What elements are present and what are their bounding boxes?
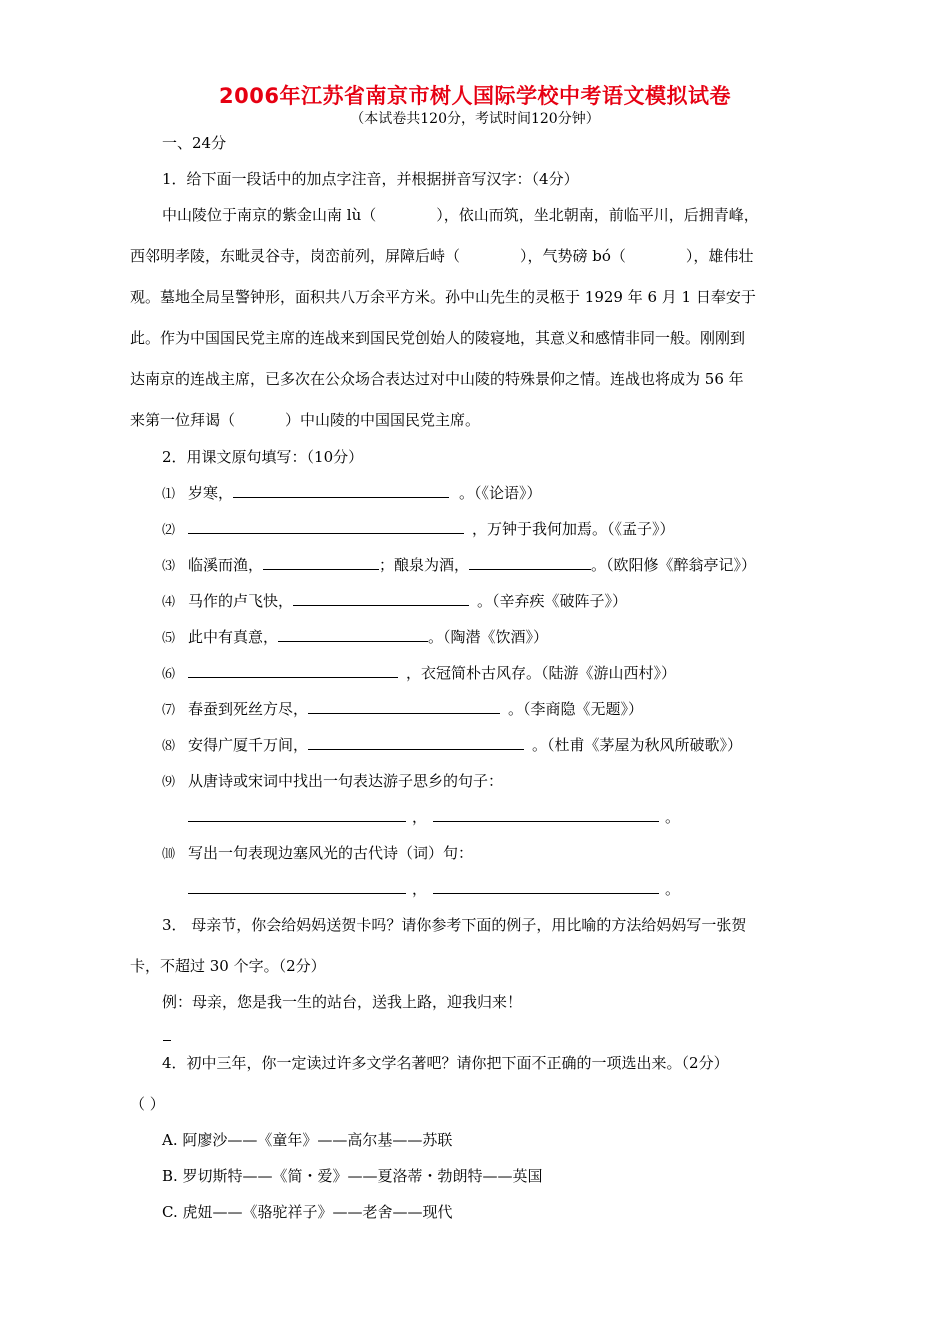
punctuation: ，: [412, 808, 428, 826]
q1-paragraph-line: [130, 410, 830, 430]
q3-example: 例：母亲，您是我一生的站台，送我上路，迎我归来！: [162, 993, 523, 1011]
q1-text: ），依山而筑，坐北朝南，前临平川，后拥青峰，: [436, 206, 759, 224]
item-source: ，衣冠简朴古风存。（陆游《游山西村》）: [406, 664, 677, 682]
q1-paragraph-line: 达南京的连战主席，已多次在公众场合表达过对中山陵的特殊景仰之情。连战也将成为 56 年: [130, 370, 744, 388]
fill-blank[interactable]: [263, 555, 379, 570]
punctuation: 。: [665, 880, 681, 898]
q2-item: [162, 843, 862, 865]
item-source: ，万钟于我何加焉。（《孟子》）: [472, 520, 675, 538]
item-text: ；酿泉为酒，: [379, 556, 470, 574]
q1-text: 来第一位拜谒（: [130, 411, 236, 429]
item-text: 马作的卢飞快，: [188, 592, 294, 610]
fill-blank[interactable]: [278, 627, 428, 642]
item-number: ⑽: [162, 847, 176, 862]
q2-item: [162, 771, 862, 793]
page-subtitle: （本试卷共120分，考试时间120分钟）: [350, 111, 600, 127]
q1-text: ），气势磅 bó（: [520, 247, 626, 265]
q4-answer-paren[interactable]: （ ）: [130, 1095, 165, 1113]
q2-item: [162, 483, 862, 505]
page-title: 2006年江苏省南京市树人国际学校中考语文模拟试卷: [219, 84, 731, 108]
section-heading: 一、24分: [162, 134, 227, 152]
fill-blank[interactable]: [308, 699, 500, 714]
item-source: 。（欧阳修《醉翁亭记》）: [591, 556, 757, 574]
q4-option-b: B. 罗切斯特——《简・爱》——夏洛蒂・勃朗特——英国: [162, 1167, 543, 1185]
item-source: 。（李商隐《无题》）: [508, 700, 644, 718]
q2-item: [162, 591, 862, 613]
fill-blank[interactable]: [188, 663, 398, 678]
item-text: 临溪而渔，: [188, 556, 264, 574]
q1-paragraph-line: [130, 246, 830, 266]
item-number: ⑺: [162, 703, 176, 718]
item-number: ⑻: [162, 739, 176, 754]
q2-item: [162, 663, 862, 685]
item-source: 。（辛弃疾《破阵子》）: [477, 592, 628, 610]
q1-text: 中山陵位于南京的紫金山南 lù（: [162, 206, 377, 224]
q1-text: ），雄伟壮: [685, 247, 754, 265]
item-number: ⑵: [162, 523, 176, 538]
item-source: 。（陶潜《饮酒》）: [428, 628, 549, 646]
q3-prompt: 3． 母亲节，你会给妈妈送贺卡吗？请你参考下面的例子，用比喻的方法给妈妈写一张贺: [162, 916, 747, 934]
item-number: ⑼: [162, 775, 176, 790]
q1-paragraph-line: 此。作为中国国民党主席的连战来到国民党创始人的陵寝地，其意义和感情非同一般。刚刚到: [130, 329, 746, 347]
item-number: ⑶: [162, 559, 176, 574]
item-text: 写出一句表现边塞风光的古代诗（词）句：: [188, 844, 474, 862]
fill-blank[interactable]: [433, 879, 659, 894]
q2-item: [162, 699, 862, 721]
item-text: 此中有真意，: [188, 628, 279, 646]
item-text: 从唐诗或宋词中找出一句表达游子思乡的句子：: [188, 772, 504, 790]
fill-blank[interactable]: [188, 807, 406, 822]
item-source: 。（《论语》）: [459, 484, 542, 502]
item-number: ⑴: [162, 487, 176, 502]
q3-prompt-cont: 卡，不超过 30 个字。（2分）: [130, 957, 326, 975]
item-source: 。（杜甫《茅屋为秋风所破歌》）: [532, 736, 743, 754]
q4-option-a: A. 阿廖沙——《童年》——高尔基——苏联: [162, 1131, 453, 1149]
fill-blank[interactable]: [433, 807, 659, 822]
item-number: ⑸: [162, 631, 176, 646]
fill-blank[interactable]: [188, 519, 464, 534]
item-text: 春蚕到死丝方尽，: [188, 700, 309, 718]
q1-paragraph-line: [162, 205, 862, 225]
q1-text: ）中山陵的中国国民党主席。: [285, 411, 481, 429]
q1-text: 西邻明孝陵，东毗灵谷寺，岗峦前列，屏障后峙（: [130, 247, 461, 265]
q2-answer-line: [188, 879, 888, 899]
fill-blank[interactable]: [293, 591, 469, 606]
item-text: 安得广厦千万间，: [188, 736, 309, 754]
q1-prompt: 1．给下面一段话中的加点字注音，并根据拼音写汉字：（4分）: [162, 170, 579, 188]
q2-answer-line: [188, 807, 888, 827]
item-text: 岁寒，: [188, 484, 234, 502]
q2-item: [162, 627, 862, 649]
q4-prompt: 4．初中三年，你一定读过许多文学名著吧？请你把下面不正确的一项选出来。（2分）: [162, 1054, 729, 1072]
q2-item: [162, 735, 862, 757]
fill-blank[interactable]: [469, 555, 591, 570]
q2-prompt: 2．用课文原句填写：（10分）: [162, 448, 364, 466]
q4-option-c: C. 虎妞——《骆驼祥子》——老舍——现代: [162, 1203, 453, 1221]
punctuation: 。: [665, 808, 681, 826]
fill-blank[interactable]: [188, 879, 406, 894]
punctuation: ，: [412, 880, 428, 898]
fill-blank[interactable]: [233, 483, 449, 498]
q2-item: [162, 555, 862, 577]
fill-blank[interactable]: [308, 735, 524, 750]
item-number: ⑷: [162, 595, 176, 610]
answer-line[interactable]: [163, 1040, 171, 1041]
item-number: ⑹: [162, 667, 176, 682]
q2-item: [162, 519, 862, 541]
q1-paragraph-line: 观。墓地全局呈警钟形，面积共八万余平方米。孙中山先生的灵柩于 1929 年 6 月 1 日奉安于: [130, 288, 756, 306]
